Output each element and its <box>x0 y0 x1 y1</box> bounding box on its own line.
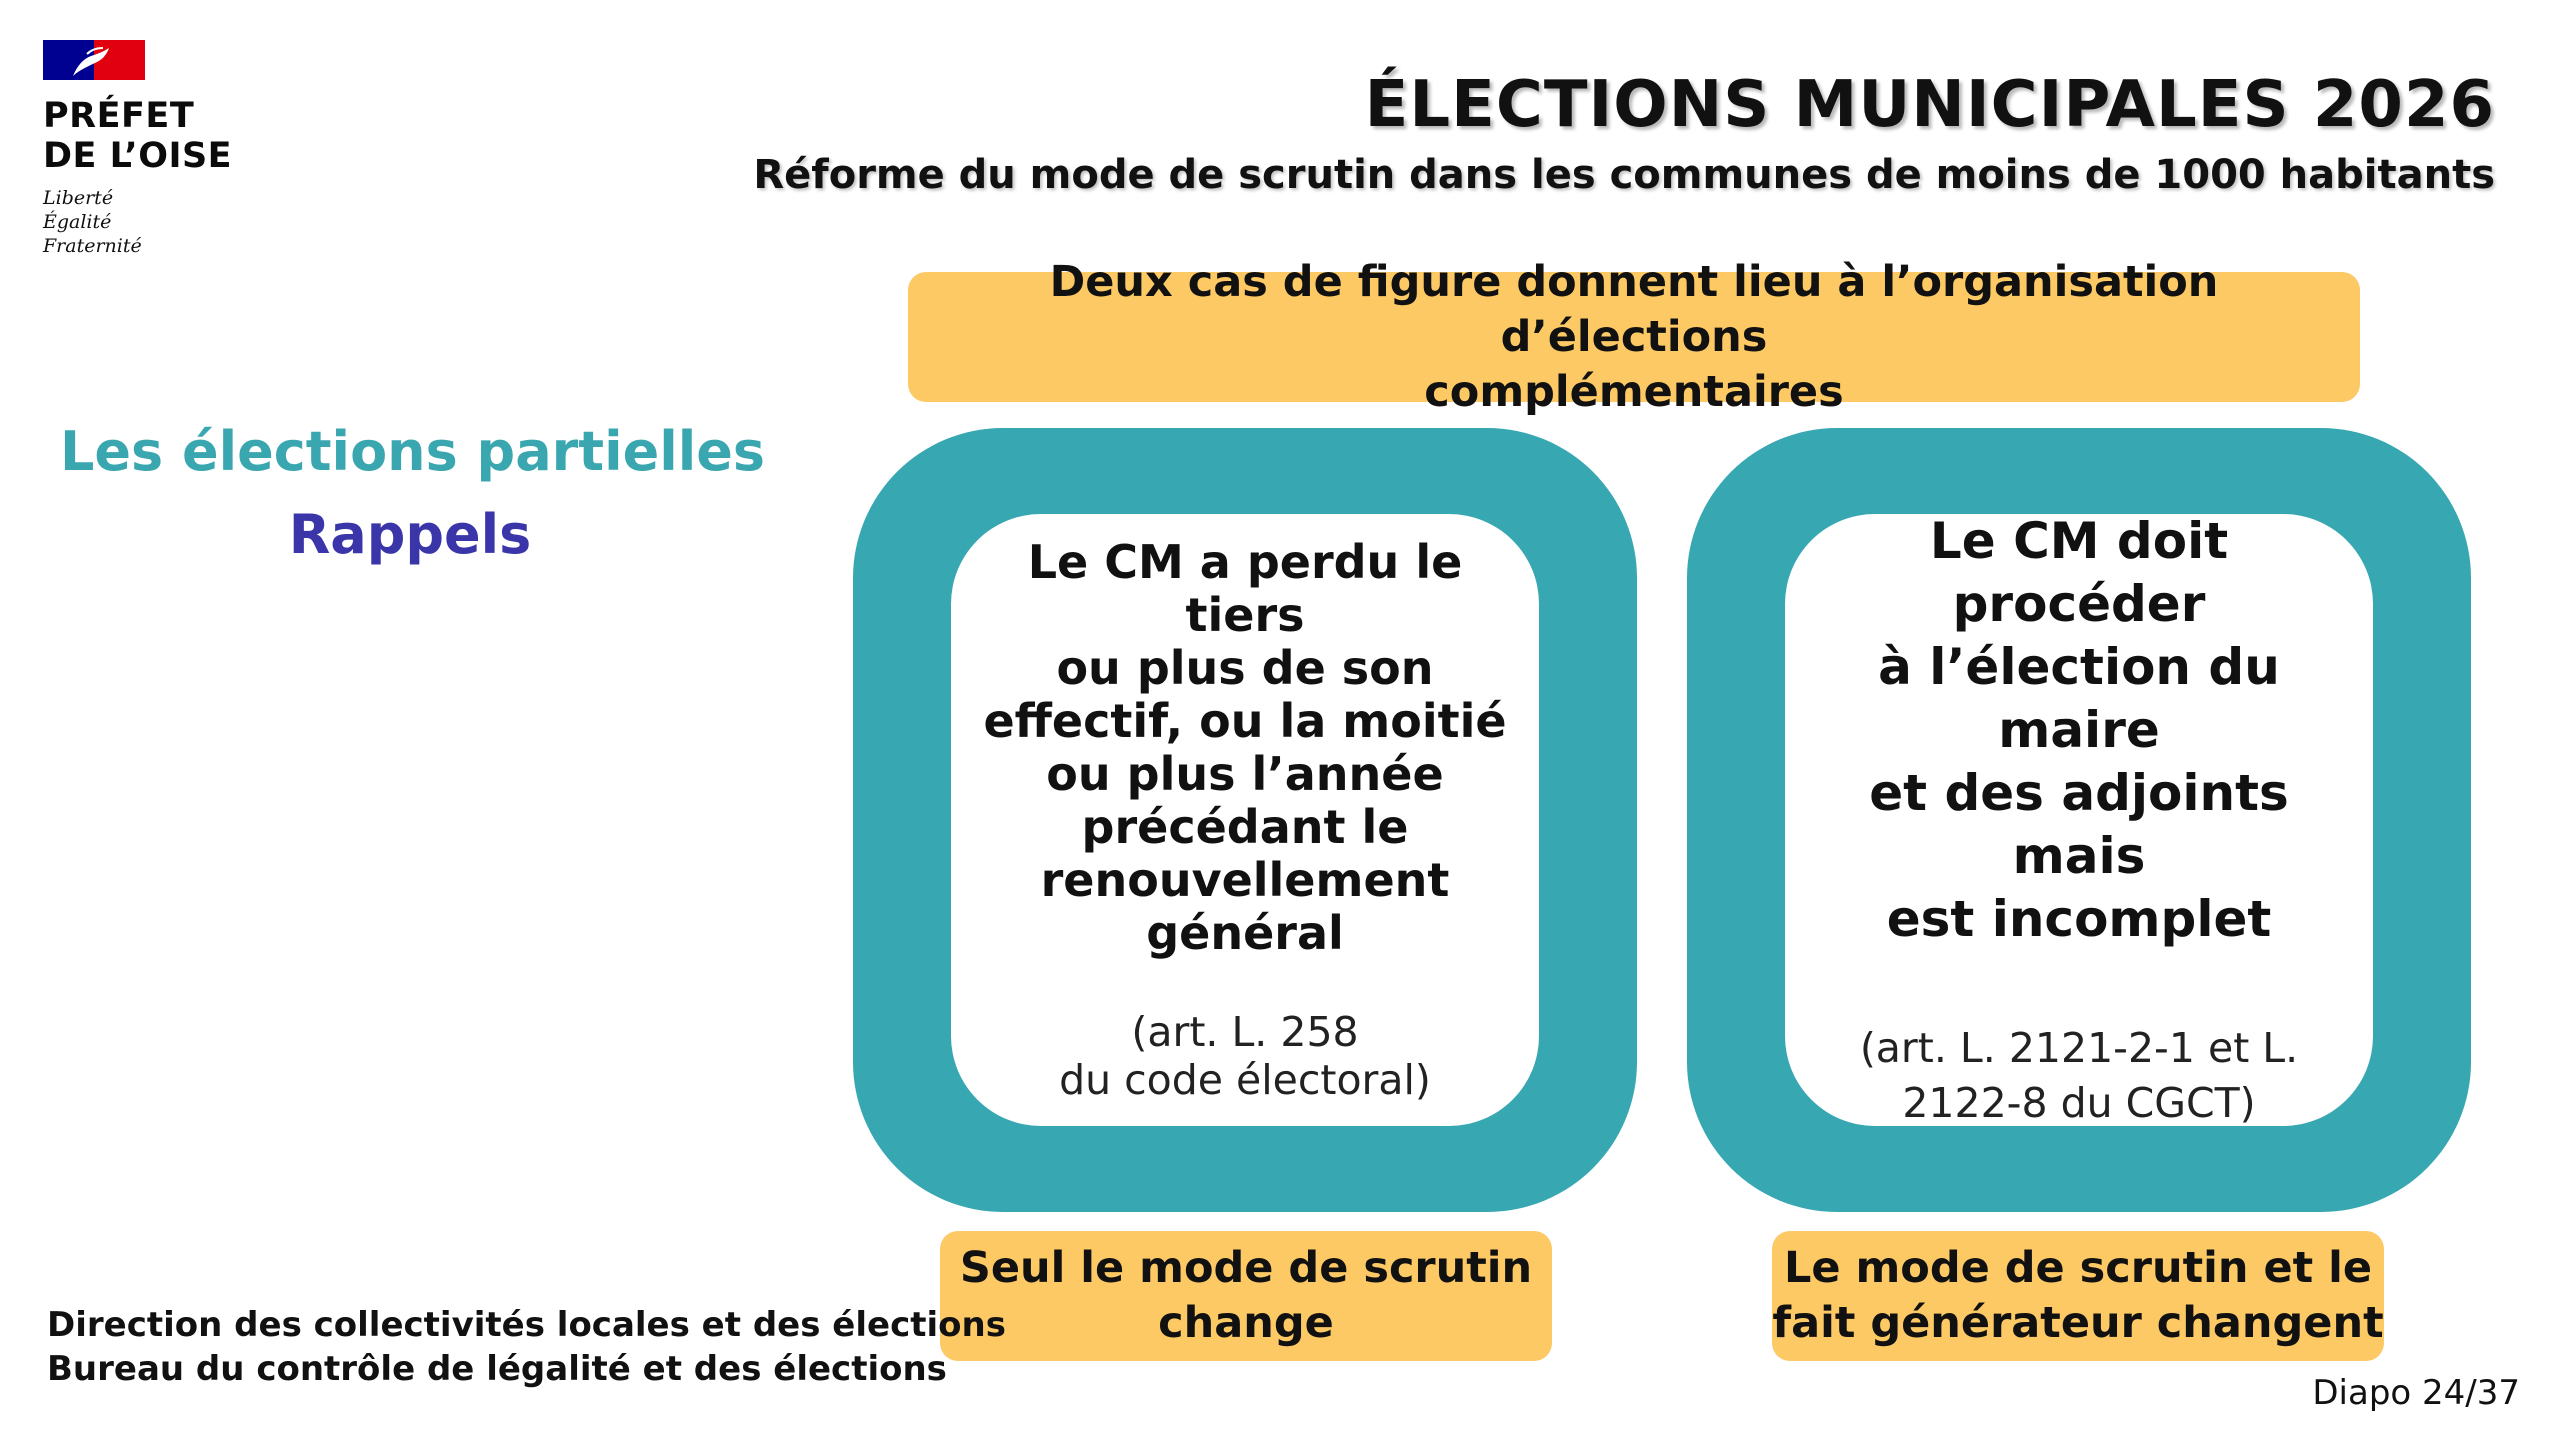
case-left-consequence <box>940 1231 1552 1361</box>
case-left-line: renouvellement <box>1040 853 1450 907</box>
case-left-line: général <box>1146 906 1344 960</box>
republic-motto <box>43 186 243 258</box>
case-right-consequence-line1: Le mode de scrutin et le <box>1783 1243 2373 1293</box>
prefecture-name-line1: PRÉFET <box>43 96 195 136</box>
prefecture-name <box>43 96 243 176</box>
case-left-card <box>951 514 1539 1126</box>
marianne-flag-icon <box>43 40 145 80</box>
intro-banner-line2: complémentaires <box>1424 366 1844 417</box>
case-right-line: et des adjoints mais <box>1869 763 2289 885</box>
case-left-line: Le CM a perdu le tiers <box>1027 535 1463 642</box>
intro-banner <box>908 256 2360 417</box>
case-left-consequence-line1: Seul le mode de scrutin <box>959 1243 1533 1293</box>
case-left-consequence-line2: change <box>1158 1298 1334 1348</box>
case-left-ref-line1: (art. L. 258 <box>1131 1008 1359 1056</box>
case-right-consequence <box>1772 1231 2384 1361</box>
motto-fraternite: Fraternité <box>43 235 142 257</box>
prefecture-name-line2: DE L’OISE <box>43 136 233 176</box>
case-left-line: ou plus de son <box>1056 641 1434 695</box>
motto-egalite: Égalité <box>43 211 112 233</box>
page-title: ÉLECTIONS MUNICIPALES 2026 <box>1364 68 2495 142</box>
section-subtitle: Rappels <box>288 503 532 566</box>
case-left-line: effectif, ou la moitié <box>983 694 1507 748</box>
section-title: Les élections partielles <box>60 420 766 483</box>
slide-number: Diapo 24/37 <box>2312 1373 2520 1413</box>
case-right-description <box>1815 510 2343 951</box>
case-right-line: Le CM doit procéder <box>1929 511 2229 633</box>
case-right-ref-line1: (art. L. 2121-2-1 et L. <box>1859 1023 2299 1072</box>
case-right-line: est incomplet <box>1886 889 2272 948</box>
footer-direction: Direction des collectivités locales et des élections <box>47 1305 1006 1345</box>
footer-department <box>47 1303 1006 1391</box>
case-right-frame <box>1687 428 2471 1212</box>
case-right-line: à l’élection du maire <box>1878 637 2280 759</box>
prefecture-logo <box>43 40 243 258</box>
case-left-line: ou plus l’année <box>1046 747 1444 801</box>
case-right-ref-line2: 2122-8 du CGCT) <box>1902 1078 2256 1127</box>
case-left-ref-line2: du code électoral) <box>1059 1056 1431 1104</box>
intro-banner-line1: Deux cas de figure donnent lieu à l’organisation d’élections <box>1049 256 2219 362</box>
case-left-legal-reference <box>1059 1008 1431 1104</box>
footer-bureau: Bureau du contrôle de légalité et des élections <box>47 1349 947 1389</box>
page-subtitle: Réforme du mode de scrutin dans les communes de moins de 1000 habitants <box>753 152 2495 198</box>
case-right-card <box>1785 511 2373 1127</box>
case-left-line: précédant le <box>1081 800 1409 854</box>
case-right-legal-reference <box>1860 1021 2298 1131</box>
motto-liberte: Liberté <box>43 187 114 209</box>
case-right-consequence-line2: fait générateur changent <box>1772 1298 2384 1348</box>
case-left-description <box>981 536 1509 960</box>
case-left-frame <box>853 428 1637 1212</box>
